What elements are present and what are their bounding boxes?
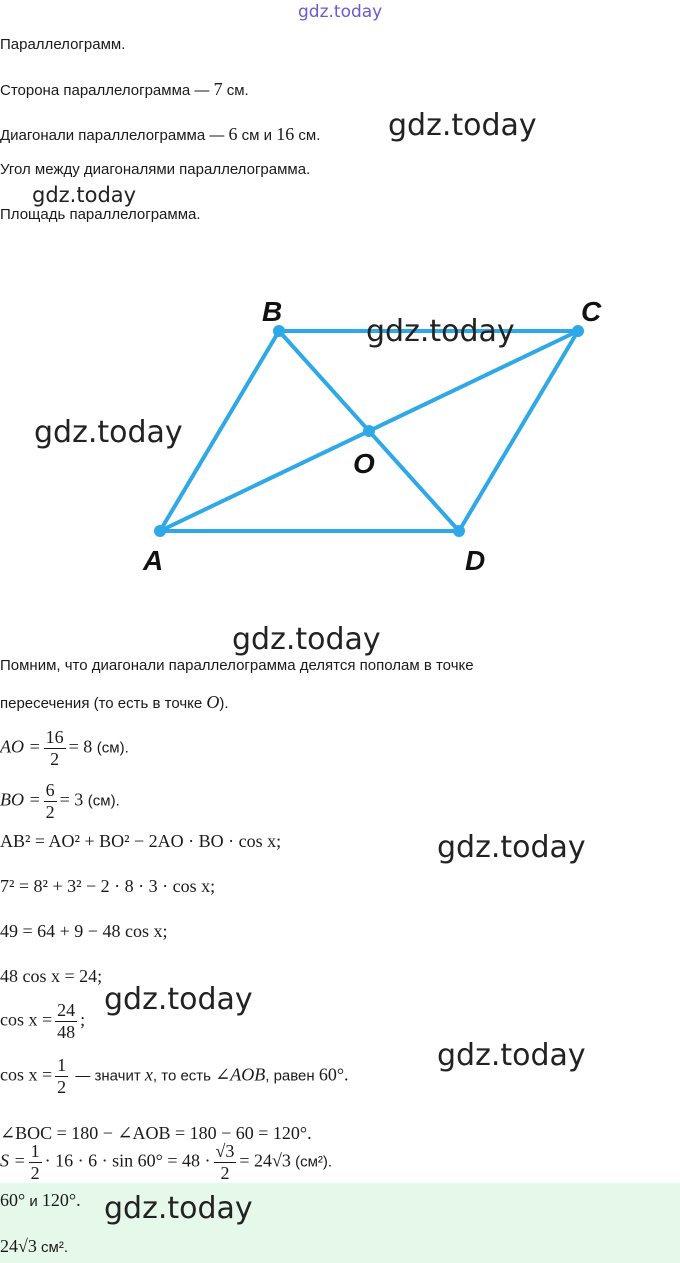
ao-rhs: = 8 <box>68 736 93 757</box>
area-rhs: = 24√3 <box>239 1150 291 1171</box>
paragraph-2-start: пересечения (то есть в точке <box>0 695 207 712</box>
cos-half-denominator: 2 <box>57 1077 67 1097</box>
bo-rhs: = 3 <box>59 789 84 810</box>
watermark: gdz.today <box>298 2 383 22</box>
find-area: Площадь параллелограмма. <box>0 206 201 223</box>
solution-paragraph-1: Помним, что диагонали параллелограмма делятся пополам в точке <box>0 657 474 674</box>
bo-lhs: BO = <box>0 789 41 810</box>
cos-half-text-3: , равен <box>265 1067 319 1085</box>
watermark: gdz.today <box>388 108 537 143</box>
watermark: gdz.today <box>232 622 381 657</box>
given-diagonal-a: 6 <box>228 124 238 144</box>
equation-simplified: 49 = 64 + 9 − 48 cos x; <box>0 921 168 941</box>
watermark: gdz.today <box>32 183 137 207</box>
ao-fraction <box>44 727 66 770</box>
equation-ao <box>0 727 129 770</box>
watermark: gdz.today <box>104 1191 253 1226</box>
watermark: gdz.today <box>437 830 586 865</box>
label-o: O <box>353 448 375 479</box>
equation-bo <box>0 780 120 823</box>
given-diagonals-mid: см и <box>237 127 277 144</box>
equation-48cos: 48 cos x = 24; <box>0 966 103 986</box>
cos-numerator: 24 <box>57 1000 76 1020</box>
equation-substitution: 7² = 8² + 3² − 2 · 8 · 3 · cos x; <box>0 876 216 896</box>
answer-area <box>0 1236 68 1257</box>
equation-area <box>0 1141 332 1184</box>
point-o-dot <box>363 425 375 437</box>
find-angle: Угол между диагоналями параллелограмма. <box>0 161 311 178</box>
bo-unit: (см). <box>87 792 120 810</box>
label-d: D <box>465 545 486 576</box>
ao-lhs: AO = <box>0 736 41 757</box>
area-fraction-root <box>214 1141 237 1184</box>
given-diagonals <box>0 124 320 145</box>
equation-cos-half <box>0 1055 349 1098</box>
cos-lhs: cos x = <box>0 1009 53 1030</box>
cos-half-x: x <box>144 1064 153 1085</box>
solution-paragraph-2 <box>0 692 229 713</box>
bo-fraction <box>44 780 57 823</box>
area-root-denominator: 2 <box>214 1162 237 1184</box>
given-side-unit: см. <box>222 82 249 99</box>
given-side-value: 7 <box>213 79 223 99</box>
area-fraction-half <box>29 1141 42 1184</box>
equation-cosine-law: AB² = AO² + BO² − 2AO · BO · cos x; <box>0 831 282 851</box>
label-b: B <box>262 296 283 327</box>
paragraph-2-end: ). <box>219 695 229 712</box>
vertex-a-dot <box>154 525 166 537</box>
area-unit: (см²). <box>290 1153 333 1171</box>
watermark: gdz.today <box>34 415 183 450</box>
cos-half-text-2: , то есть <box>152 1067 216 1085</box>
given-side-label: Сторона параллелограмма — <box>0 82 214 99</box>
given-diagonal-b: 16 <box>276 124 295 144</box>
given-diagonals-unit: см. <box>294 127 321 144</box>
bo-numerator: 6 <box>45 780 55 800</box>
answer-angles-mid: и <box>25 1193 42 1210</box>
cos-rhs: ; <box>80 1009 86 1030</box>
bo-denominator: 2 <box>45 802 55 822</box>
answer-angles-end: . <box>76 1190 81 1210</box>
ao-numerator: 16 <box>45 727 64 747</box>
point-o-ref: O <box>206 692 220 712</box>
cos-fraction <box>55 1000 77 1043</box>
area-middle: · 16 · 6 · sin 60° = 48 · <box>44 1150 211 1171</box>
cos-half-lhs: cos x = <box>0 1064 53 1085</box>
cos-half-text-1: — значит <box>71 1067 145 1085</box>
angle-aob: ∠AOB <box>215 1064 266 1085</box>
cos-half-numerator: 1 <box>57 1055 67 1075</box>
watermark: gdz.today <box>366 314 515 349</box>
area-lhs: S = <box>0 1150 26 1171</box>
area-half-numerator: 1 <box>30 1141 40 1161</box>
equation-angle-boc: ∠BOC = 180 − ∠AOB = 180 − 60 = 120°. <box>0 1123 312 1143</box>
given-figure: Параллелограмм. <box>0 36 126 53</box>
ao-unit: (см). <box>96 739 129 757</box>
equation-cos-fraction <box>0 1000 85 1043</box>
answer-angles <box>0 1190 81 1211</box>
watermark: gdz.today <box>437 1038 586 1073</box>
answer-angle-1: 60° <box>0 1190 26 1210</box>
given-diagonals-label: Диагонали параллелограмма — <box>0 127 229 144</box>
given-side <box>0 79 249 100</box>
answer-angle-2: 120° <box>41 1190 77 1210</box>
answer-box <box>0 1183 680 1263</box>
cos-half-fraction <box>55 1055 68 1098</box>
cos-denominator: 48 <box>57 1022 76 1042</box>
label-c: C <box>581 296 602 327</box>
watermark: gdz.today <box>104 982 253 1017</box>
answer-area-unit: см². <box>36 1239 69 1256</box>
angle-aob-value: 60°. <box>318 1064 349 1085</box>
ao-denominator: 2 <box>44 748 66 770</box>
vertex-d-dot <box>453 525 465 537</box>
area-root-numerator: √3 <box>215 1141 235 1161</box>
label-a: A <box>143 545 164 576</box>
area-half-denominator: 2 <box>30 1163 40 1183</box>
answer-area-value: 24√3 <box>0 1236 37 1256</box>
